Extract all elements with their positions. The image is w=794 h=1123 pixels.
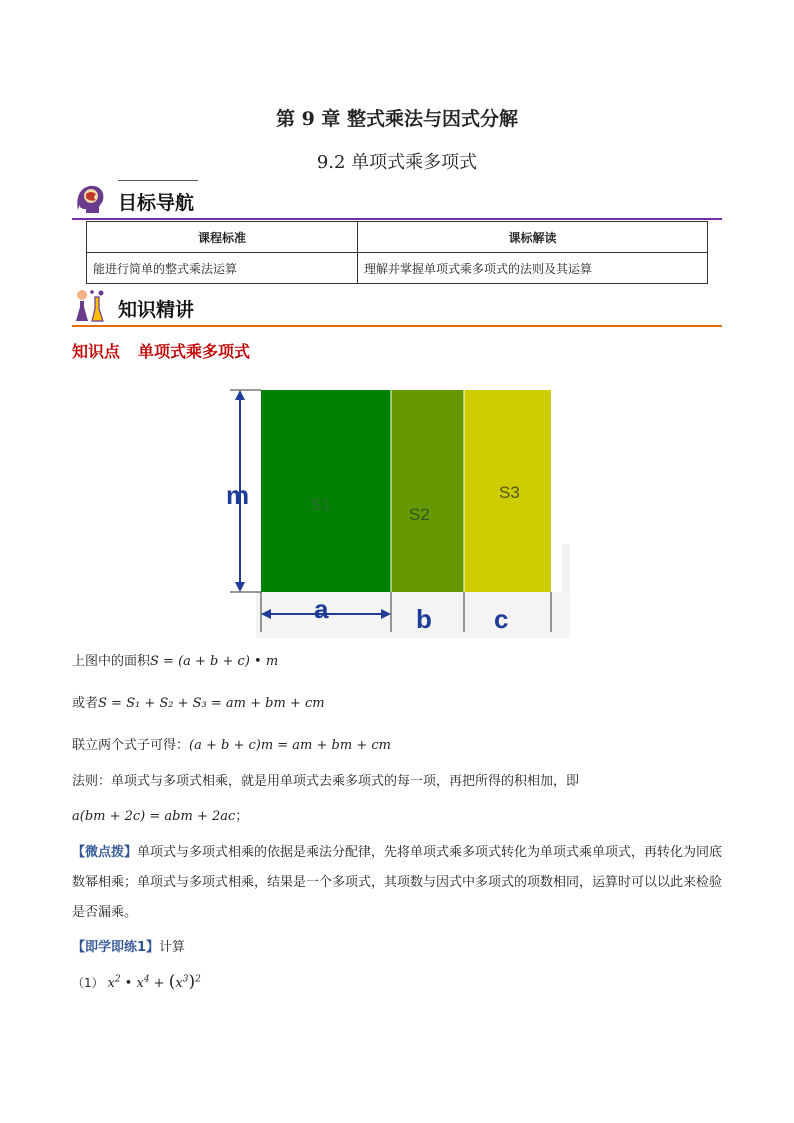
tip-paragraph [72, 838, 727, 928]
label-s1: S1 [310, 495, 331, 514]
combined-formula-prefix: 联立两个式子可得： [72, 738, 190, 753]
area-formula-prefix: 上图中的面积 [72, 654, 151, 669]
label-b: b [416, 604, 432, 634]
knowledge-section-header [72, 287, 722, 327]
knowledge-section-divider [72, 325, 722, 327]
tip-label: 【微点拨】 [72, 845, 138, 860]
lab-flask-icon [72, 287, 108, 323]
practice-line [72, 936, 185, 955]
goal-section-title: 目标导航 [118, 192, 195, 214]
goal-table [86, 221, 708, 284]
tip-text: 单项式与多项式相乘的依据是乘法分配律，先将单项式乘多项式转化为单项式乘单项式，再转化为同底数幂相乘；单项式与多项式相乘，结果是一个多项式，其项数与因式中多项式的项数相同，运算时可以以此来检验是否漏乘。 [72, 845, 723, 920]
problem-number: （1） [72, 976, 104, 990]
goal-section-divider [72, 218, 722, 220]
rule-suffix: ； [235, 809, 249, 824]
section-title: 9.2 单项式乘多项式 [316, 152, 478, 173]
label-m: m [226, 480, 250, 510]
rect-s2 [391, 390, 464, 592]
combined-formula: (a + b + c)m = am + bm + cm [189, 738, 391, 753]
knowledge-point-label: 知识点 [72, 342, 121, 361]
table-header-cell: 课标解读 [358, 222, 708, 253]
table-cell: 理解并掌握单项式乘多项式的法则及其运算 [358, 253, 708, 284]
label-c: c [494, 604, 509, 634]
label-s3: S3 [499, 483, 520, 502]
sum-formula: S = S₁ + S₂ + S₃ = am + bm + cm [98, 696, 325, 711]
chapter-title: 第 9 章 整式乘法与因式分解 [275, 108, 519, 130]
area-figure [220, 384, 570, 638]
area-formula: S = (a + b + c) • m [150, 654, 279, 669]
brain-head-icon [72, 180, 108, 216]
area-formula-line [72, 650, 278, 669]
rect-s1 [261, 390, 391, 592]
label-s2: S2 [409, 505, 430, 524]
table-cell: 能进行简单的整式乘法运算 [87, 253, 358, 284]
knowledge-point-name: 单项式乘多项式 [138, 342, 251, 361]
goal-title-overline [118, 180, 198, 181]
table-header-row [87, 222, 708, 253]
problem-1 [72, 972, 201, 992]
problem-expression: $x^2$ • $x^4 + (x^3)^2$ [107, 972, 201, 992]
practice-text: 计算 [159, 940, 186, 955]
rule-formula: a(bm + 2c) = abm + 2ac [72, 809, 236, 824]
sum-formula-prefix: 或者 [72, 696, 99, 711]
rule-text: 法则：单项式与多项式相乘，就是用单项式去乘多项式的每一项，再把所得的积相加，即 [72, 774, 580, 789]
combined-formula-line [72, 734, 391, 753]
table-row [87, 253, 708, 284]
knowledge-point-title [72, 339, 268, 362]
table-header-cell: 课程标准 [87, 222, 358, 253]
goal-section-header [72, 180, 722, 220]
rule-formula-line [72, 805, 248, 824]
practice-label: 【即学即练1】 [72, 940, 160, 955]
sum-formula-line [72, 692, 325, 711]
label-a: a [314, 594, 329, 624]
knowledge-section-title: 知识精讲 [118, 299, 195, 321]
